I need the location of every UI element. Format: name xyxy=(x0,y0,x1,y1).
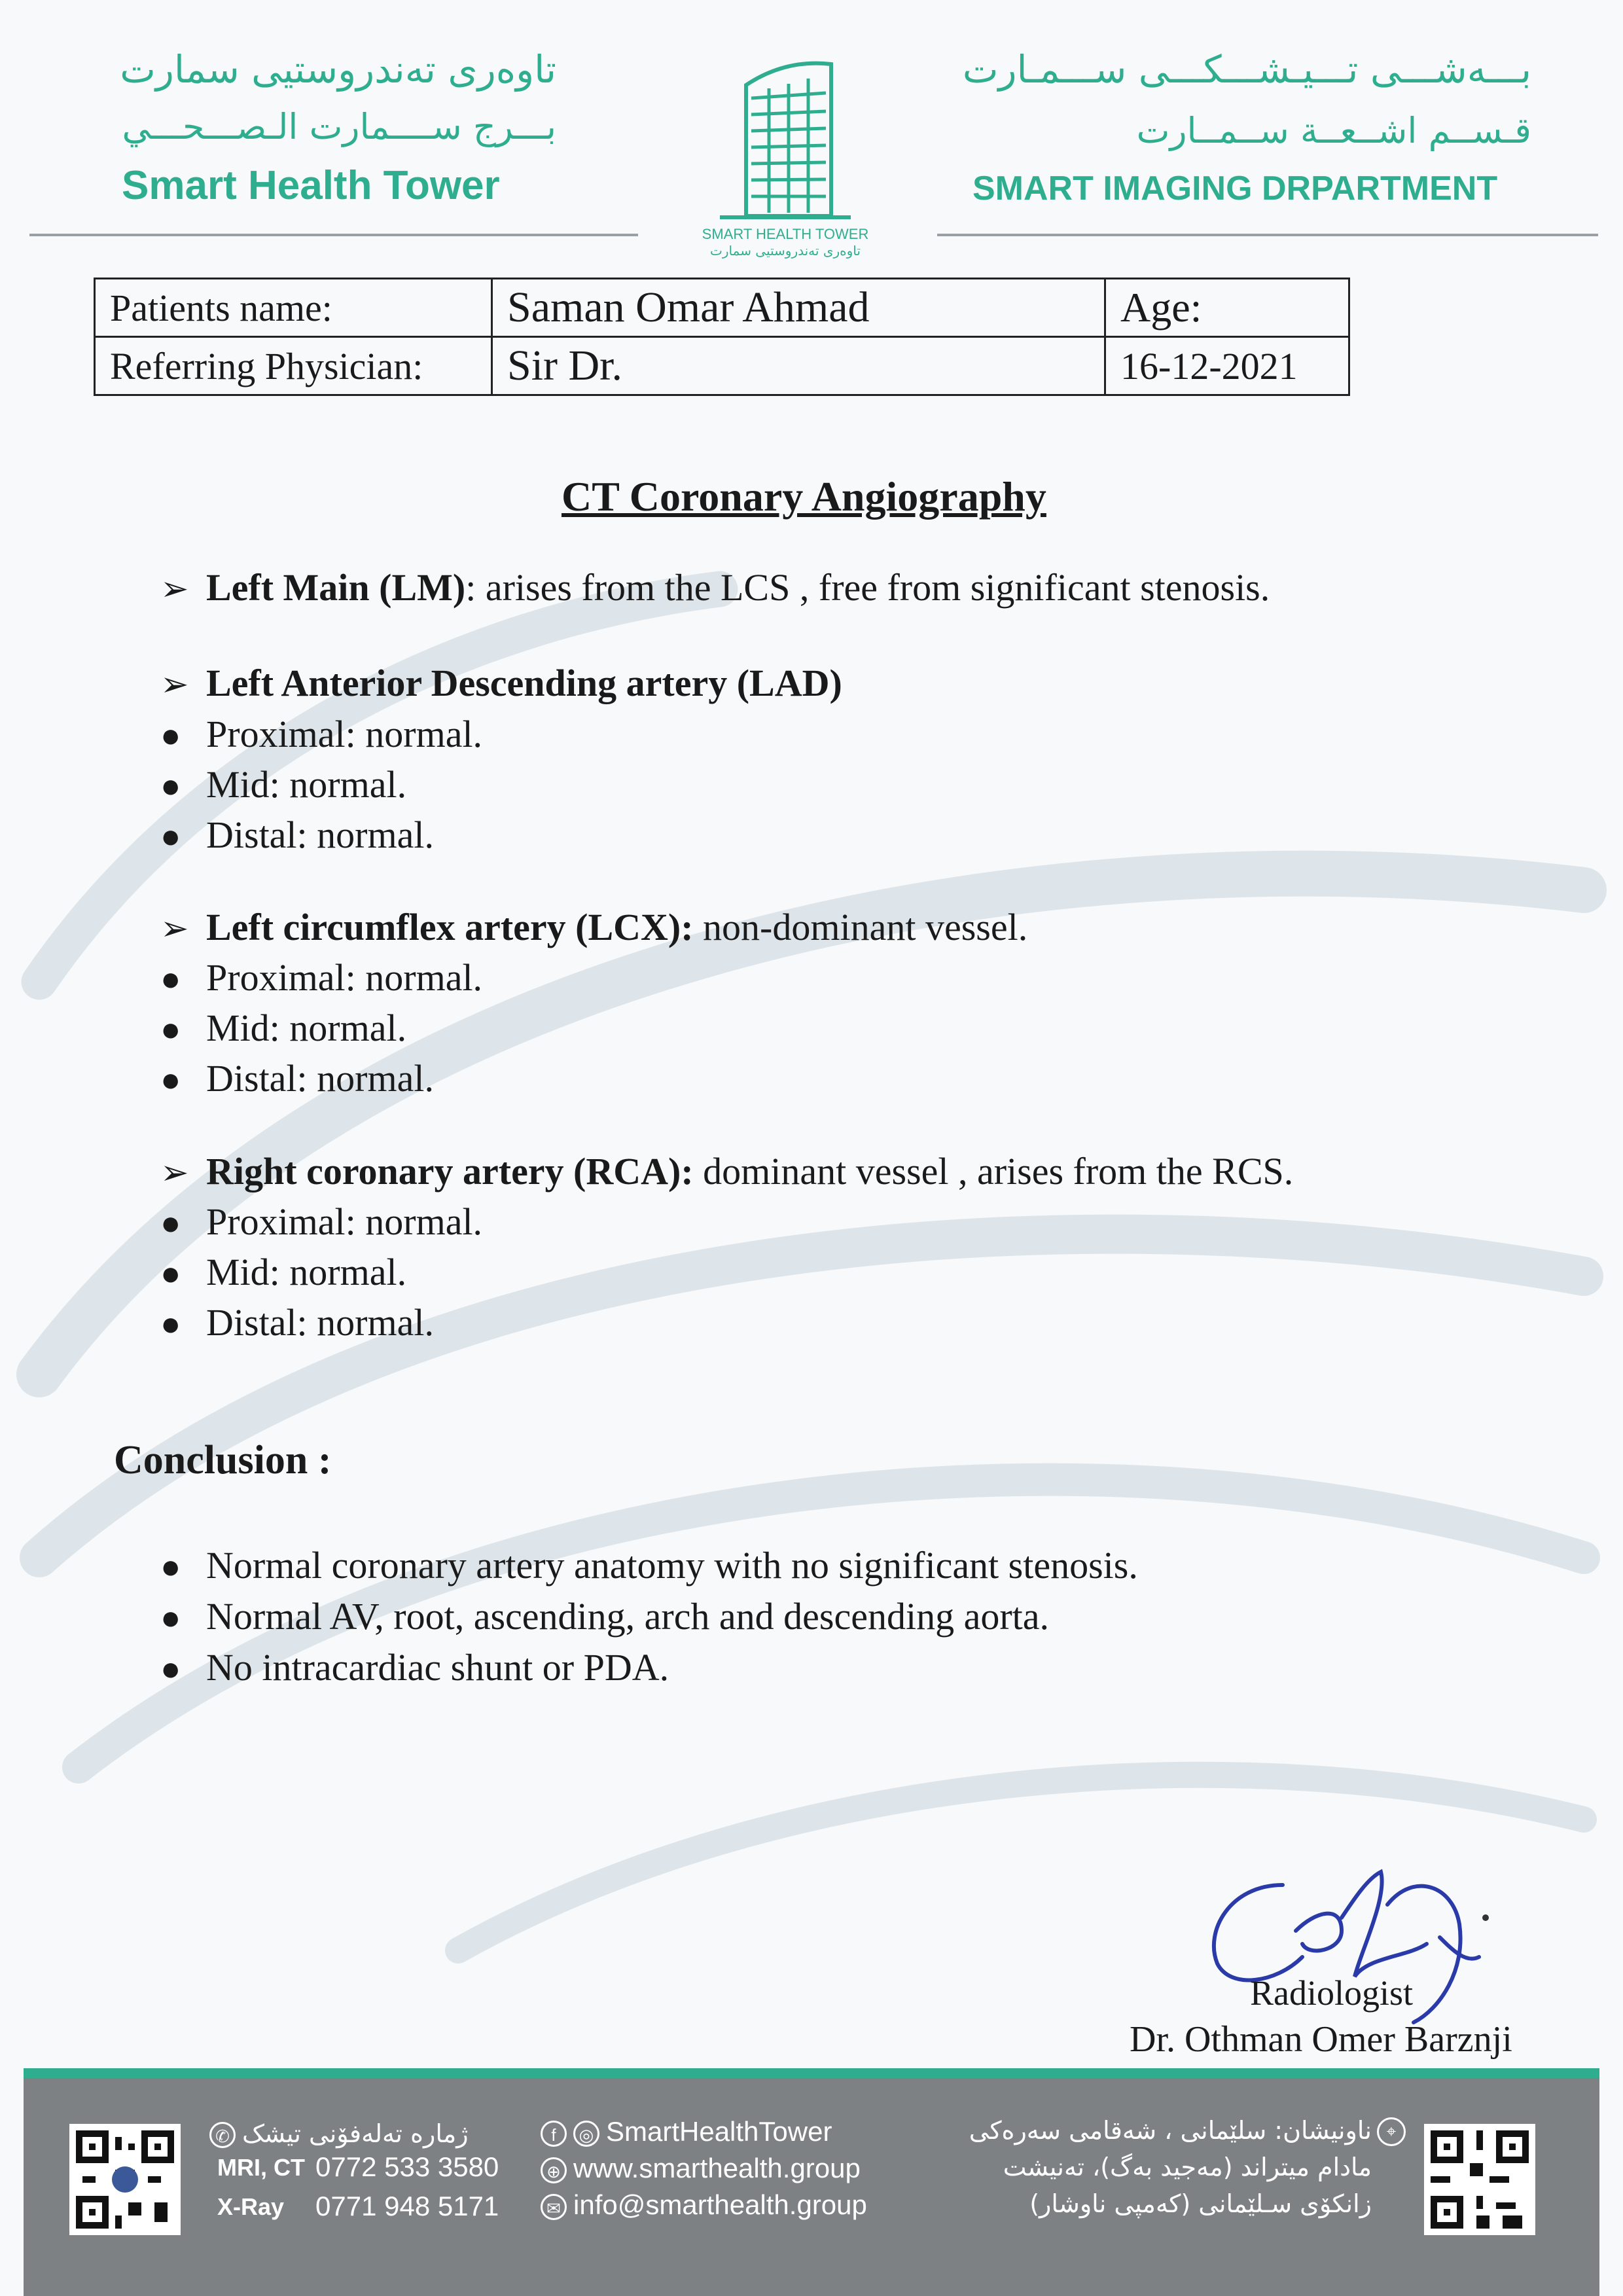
list-item xyxy=(160,956,482,999)
bullet-icon: ● xyxy=(160,1205,181,1242)
list-item-text: Mid: normal. xyxy=(206,1007,407,1049)
section-heading: Left circumflex artery (LCX): xyxy=(206,906,694,948)
bullet-icon: ● xyxy=(160,1062,181,1099)
section-lad xyxy=(160,661,842,705)
header-right-english: SMART IMAGING DRPARTMENT xyxy=(972,170,1498,207)
bullet-icon: ● xyxy=(160,818,181,855)
tower-logo xyxy=(681,59,890,259)
list-item-text: Normal coronary artery anatomy with no significant stenosis. xyxy=(206,1544,1138,1587)
qr-code-left-icon xyxy=(69,2124,181,2235)
email-link: info@smarthealth.group xyxy=(573,2189,867,2220)
bullet-icon: ● xyxy=(160,1549,181,1586)
header-left-arabic-line1: تاوەری تەندروستیی سمارت xyxy=(120,47,556,92)
header-divider-left xyxy=(29,234,638,236)
website-link: www.smarthealth.group xyxy=(573,2153,861,2183)
list-item-text: Distal: normal. xyxy=(206,1057,434,1100)
bullet-icon: ● xyxy=(160,961,181,998)
bullet-icon: ● xyxy=(160,717,181,755)
arrow-bullet-icon: ➢ xyxy=(160,571,189,608)
tower-logo-arabic: تاوەری تەندروستیی سمارت xyxy=(710,243,861,259)
conclusion-heading: Conclusion : xyxy=(114,1438,332,1482)
header-left-arabic-line2: بـــرج ســــمارت الـصـــحـــي xyxy=(122,106,556,147)
signature-role: Radiologist xyxy=(1250,1973,1414,2013)
list-item xyxy=(160,1300,434,1344)
social-handle-row[interactable] xyxy=(541,2116,832,2147)
list-item xyxy=(160,1056,434,1100)
header-right-arabic-line2: قـســم اشــعــة ســمــارت xyxy=(1136,110,1531,151)
section-rca xyxy=(160,1149,1293,1193)
bullet-icon: ● xyxy=(160,1306,181,1343)
bullet-icon: ● xyxy=(160,1255,181,1293)
section-heading: Right coronary artery (RCA): xyxy=(206,1150,694,1193)
list-item-text: Distal: normal. xyxy=(206,1301,434,1344)
list-item-text: Mid: normal. xyxy=(206,763,407,806)
referring-physician-label: Referring Physician: xyxy=(95,337,492,395)
list-item xyxy=(160,762,406,806)
arrow-bullet-icon: ➢ xyxy=(160,666,189,704)
referring-physician-value: Sir Dr. xyxy=(492,337,1105,395)
table-row xyxy=(95,279,1349,337)
phone-icon: ✆ xyxy=(209,2122,236,2148)
list-item-text: Normal AV, root, ascending, arch and descending aorta. xyxy=(206,1595,1050,1638)
list-item xyxy=(160,712,482,756)
list-item xyxy=(160,1543,1138,1587)
mri-ct-phone[interactable]: 0772 533 3580 xyxy=(315,2151,499,2182)
section-text: dominant vessel , arises from the RCS. xyxy=(693,1150,1294,1193)
footer-accent-band xyxy=(24,2068,1599,2079)
table-row xyxy=(95,337,1349,395)
section-heading: Left Main (LM) xyxy=(206,566,466,609)
patient-name-label: Patients name: xyxy=(95,279,492,337)
arrow-bullet-icon: ➢ xyxy=(160,1155,189,1192)
list-item xyxy=(160,1594,1049,1638)
phone-label-arabic: ژمارە تەلەفۆنی تیشک xyxy=(242,2119,469,2148)
list-item-text: Mid: normal. xyxy=(206,1251,407,1293)
phone-heading xyxy=(209,2117,469,2149)
list-item-text: No intracardiac shunt or PDA. xyxy=(206,1646,669,1689)
arrow-bullet-icon: ➢ xyxy=(160,910,189,948)
report-date: 16-12-2021 xyxy=(1105,337,1349,395)
list-item xyxy=(160,1006,406,1050)
section-lcx xyxy=(160,905,1027,949)
report-title: CT Coronary Angiography xyxy=(562,473,1046,520)
section-text: : arises from the LCS , free from significant stenosis. xyxy=(465,566,1270,609)
list-item-text: Distal: normal. xyxy=(206,814,434,856)
address-line-3: زانکۆی سـلێمانی (کەمپی ناوشار) xyxy=(1029,2189,1372,2218)
facebook-icon: f xyxy=(541,2121,567,2147)
website-row[interactable] xyxy=(541,2153,861,2184)
patient-info-table xyxy=(94,278,1350,396)
bullet-icon: ● xyxy=(160,1600,181,1637)
section-heading: Left Anterior Descending artery (LAD) xyxy=(206,662,842,704)
address-line-1: ناونیشان: سلێمانی ، شەقامی سەرەکی xyxy=(969,2116,1372,2145)
mri-ct-label: MRI, CT xyxy=(217,2154,305,2181)
handwritten-signature xyxy=(1191,1859,1492,2042)
bullet-icon: ● xyxy=(160,1011,181,1049)
signature-name: Dr. Othman Omer Barznji xyxy=(1130,2019,1512,2060)
xray-phone[interactable]: 0771 948 5171 xyxy=(315,2191,499,2221)
patient-name-value: Saman Omar Ahmad xyxy=(492,279,1105,337)
header-right-arabic-line1: بـــەشـــی تـــیـشـــکـــی ســـمـارت xyxy=(962,47,1531,92)
age-label: Age: xyxy=(1105,279,1349,337)
location-pin-icon: ⌖ xyxy=(1377,2117,1406,2146)
list-item xyxy=(160,1250,406,1294)
social-handle: SmartHealthTower xyxy=(606,2116,832,2147)
bullet-icon: ● xyxy=(160,1651,181,1688)
section-left-main xyxy=(160,565,1270,609)
list-item-text: Proximal: normal. xyxy=(206,713,483,755)
list-item xyxy=(160,1645,669,1689)
list-item xyxy=(160,813,434,857)
xray-label: X-Ray xyxy=(217,2193,285,2220)
email-icon: ✉ xyxy=(541,2194,567,2220)
section-text: non-dominant vessel. xyxy=(693,906,1028,948)
tower-logo-english: SMART HEALTH TOWER xyxy=(702,226,869,242)
email-row[interactable] xyxy=(541,2189,867,2221)
list-item-text: Proximal: normal. xyxy=(206,956,483,999)
footer xyxy=(24,2078,1599,2296)
list-item xyxy=(160,1200,482,1244)
qr-code-right-icon xyxy=(1424,2124,1535,2235)
tower-logo-icon xyxy=(681,59,890,223)
address-line-2: مادام میتراند (مەجید بەگ)، تەنیشت xyxy=(1003,2153,1372,2181)
header-left-english: Smart Health Tower xyxy=(122,163,500,208)
list-item-text: Proximal: normal. xyxy=(206,1200,483,1243)
instagram-icon: ◎ xyxy=(573,2121,599,2147)
header-divider-right xyxy=(937,234,1598,236)
bullet-icon: ● xyxy=(160,768,181,805)
globe-icon: ⊕ xyxy=(541,2157,567,2183)
